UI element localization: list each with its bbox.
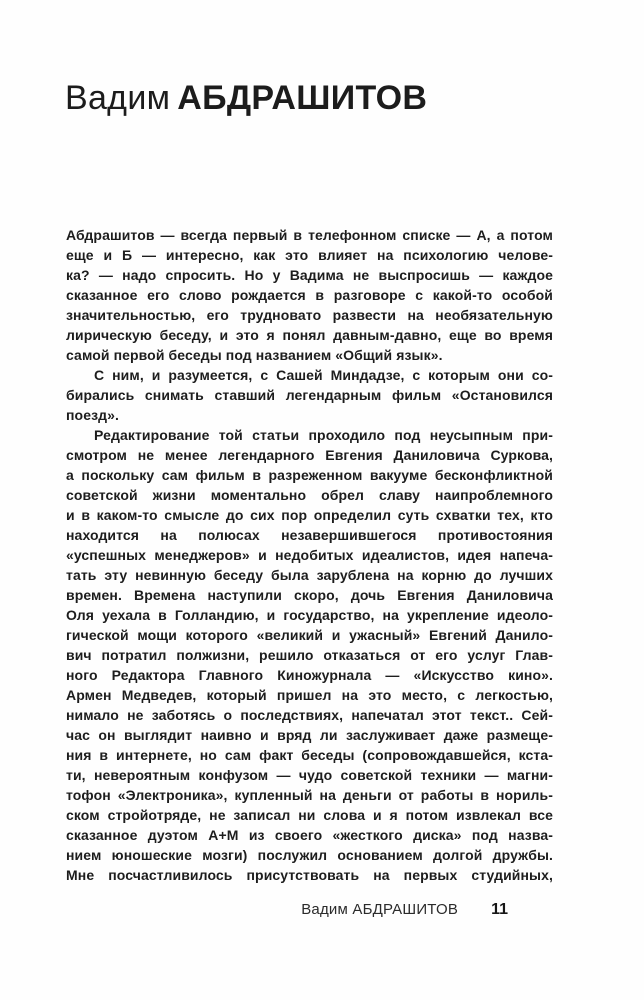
text-line: поезд».: [66, 407, 120, 423]
text-line: а поскольку сам фильм в разреженном вакууме бесконфликтной: [66, 467, 553, 483]
text-line: Оля уехала в Голландию, и государство, на укрепление идеоло-: [66, 607, 553, 623]
text-line: смотром не менее легендарного Евгения Даниловича Суркова,: [66, 447, 553, 463]
text-line: час он выглядит наивно и вряд ли заслуживает даже размеще-: [66, 727, 553, 743]
text-line: лирическую беседу, и это я понял давным-давно, еще во время: [66, 327, 553, 343]
text-line: гической мощи которого «великий и ужасный» Евгений Данило-: [66, 627, 553, 643]
text-line: тофон «Электроника», купленный на деньги от работы в нориль-: [66, 787, 553, 803]
text-line: и в каком-то смысле до сих пор определил суть схватки тех, кто: [66, 507, 553, 523]
text-line: С ним, и разумеется, с Сашей Миндадзе, с которым они со-: [94, 367, 553, 383]
text-line: значительностью, его трудновато развести на необязательную: [66, 307, 553, 323]
text-line: ка? — надо спросить. Но у Вадима не выспросишь — каждое: [66, 267, 553, 283]
text-line: ного Редактора Главного Киножурнала — «Искусство кино».: [66, 667, 553, 683]
text-line: находится на полюсах незавершившегося противостояния: [66, 527, 553, 543]
text-line: вич потратил полжизни, решило отказаться от его услуг Глав-: [66, 647, 553, 663]
text-line: Редактирование той статьи проходило под неусыпным при-: [94, 427, 553, 443]
text-line: Абдрашитов — всегда первый в телефонном списке — А, а потом: [66, 227, 553, 243]
text-line: «успешных менеджеров» и недобитых идеалистов, идея напеча-: [66, 547, 553, 563]
text-line: времен. Времена наступили скоро, дочь Евгения Даниловича: [66, 587, 553, 603]
page-number: 11: [491, 901, 508, 918]
text-line: сказанное его слово рождается в разговоре с какой-то особой: [66, 287, 553, 303]
text-line: еще и Б — интересно, как это влияет на психологию челове-: [66, 247, 553, 263]
running-title: Вадим АБДРАШИТОВ: [301, 901, 459, 918]
text-line: самой первой беседы под названием «Общий язык».: [66, 347, 443, 363]
text-line: ния в интернете, но сам факт беседы (сопровождавшейся, кста-: [66, 747, 553, 763]
text-line: нимало не заботясь о последствиях, напечатал этот текст.. Сей-: [66, 707, 553, 723]
text-line: Мне посчастливилось присутствовать на первых студийных,: [66, 867, 553, 883]
body-text: [66, 225, 553, 885]
text-line: советской жизни моментально обрел славу наипроблемного: [66, 487, 553, 503]
text-line: ти, невероятным конфузом — чудо советской техники — магни-: [66, 767, 553, 783]
text-line: тать эту невинную беседу была зарублена на корню до лучших: [66, 567, 553, 583]
text-line: бирались снимать ставший легендарным фильм «Остановился: [66, 387, 553, 403]
chapter-title: [65, 80, 427, 116]
text-line: ском стройотряде, не записал ни слова и я потом извлекал все: [66, 807, 553, 823]
text-line: нием юношеские мозги) послужил основанием долгой дружбы.: [66, 847, 553, 863]
text-line: сказанное дуэтом А+М из своего «жесткого диска» под назва-: [66, 827, 553, 843]
chapter-title-first-name: Вадим: [65, 79, 171, 117]
page-footer: [0, 901, 508, 919]
chapter-title-surname: АБДРАШИТОВ: [177, 79, 428, 117]
text-line: Армен Медведев, который пришел на это место, с легкостью,: [66, 687, 553, 703]
